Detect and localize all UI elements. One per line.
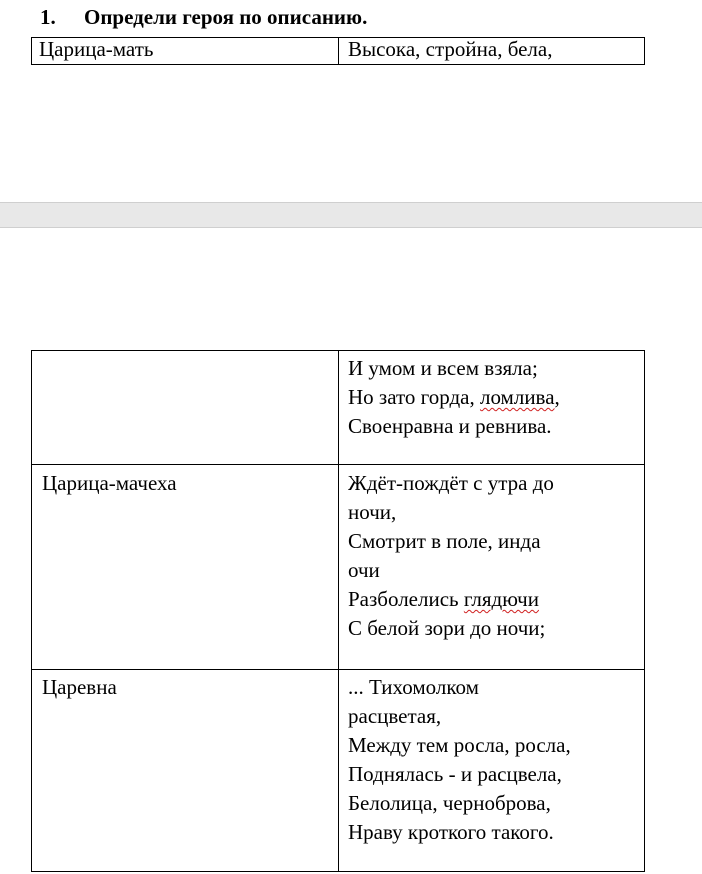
verse-line: ... Тихомолком <box>348 675 479 699</box>
verse-text: , <box>554 385 560 409</box>
description-cell <box>348 354 560 441</box>
page-break <box>0 202 702 228</box>
verse-line: Нраву кроткого такого. <box>348 820 554 844</box>
task-title: Определи героя по описанию. <box>84 5 368 29</box>
verse-line: ночи, <box>348 500 397 524</box>
row-divider <box>32 464 644 465</box>
column-divider <box>338 351 339 871</box>
verse-text: Но зато горда, <box>348 385 480 409</box>
verse-line: Смотрит в поле, инда <box>348 529 541 553</box>
verse-line <box>348 585 554 614</box>
task-heading <box>40 5 367 30</box>
description-cell: Высока, стройна, бела, <box>348 37 553 61</box>
table-fragment-top <box>31 37 645 65</box>
task-number: 1. <box>40 5 56 29</box>
hero-name-cell: Царевна <box>42 675 117 699</box>
description-cell <box>348 673 571 847</box>
verse-line: Белолица, черноброва, <box>348 791 551 815</box>
spellcheck-word: ломлива <box>479 385 555 409</box>
heroes-table <box>31 350 645 872</box>
hero-name-cell: Царица-мать <box>39 37 154 61</box>
verse-line: Между тем росла, росла, <box>348 733 571 757</box>
hero-name-cell: Царица-мачеха <box>42 471 177 495</box>
verse-text: Разболелись <box>348 587 464 611</box>
verse-line: С белой зори до ночи; <box>348 616 546 640</box>
verse-line: расцветая, <box>348 704 442 728</box>
verse-line: И умом и всем взяла; <box>348 356 538 380</box>
verse-line: Ждёт-пождёт с утра до <box>348 471 554 495</box>
verse-line: Поднялась - и расцвела, <box>348 762 562 786</box>
column-divider <box>338 38 339 64</box>
verse-line: очи <box>348 558 380 582</box>
description-cell <box>348 469 554 643</box>
verse-line: Своенравна и ревнива. <box>348 414 552 438</box>
spellcheck-word: глядючи <box>463 587 539 611</box>
row-divider <box>32 669 644 670</box>
verse-line <box>348 383 560 412</box>
